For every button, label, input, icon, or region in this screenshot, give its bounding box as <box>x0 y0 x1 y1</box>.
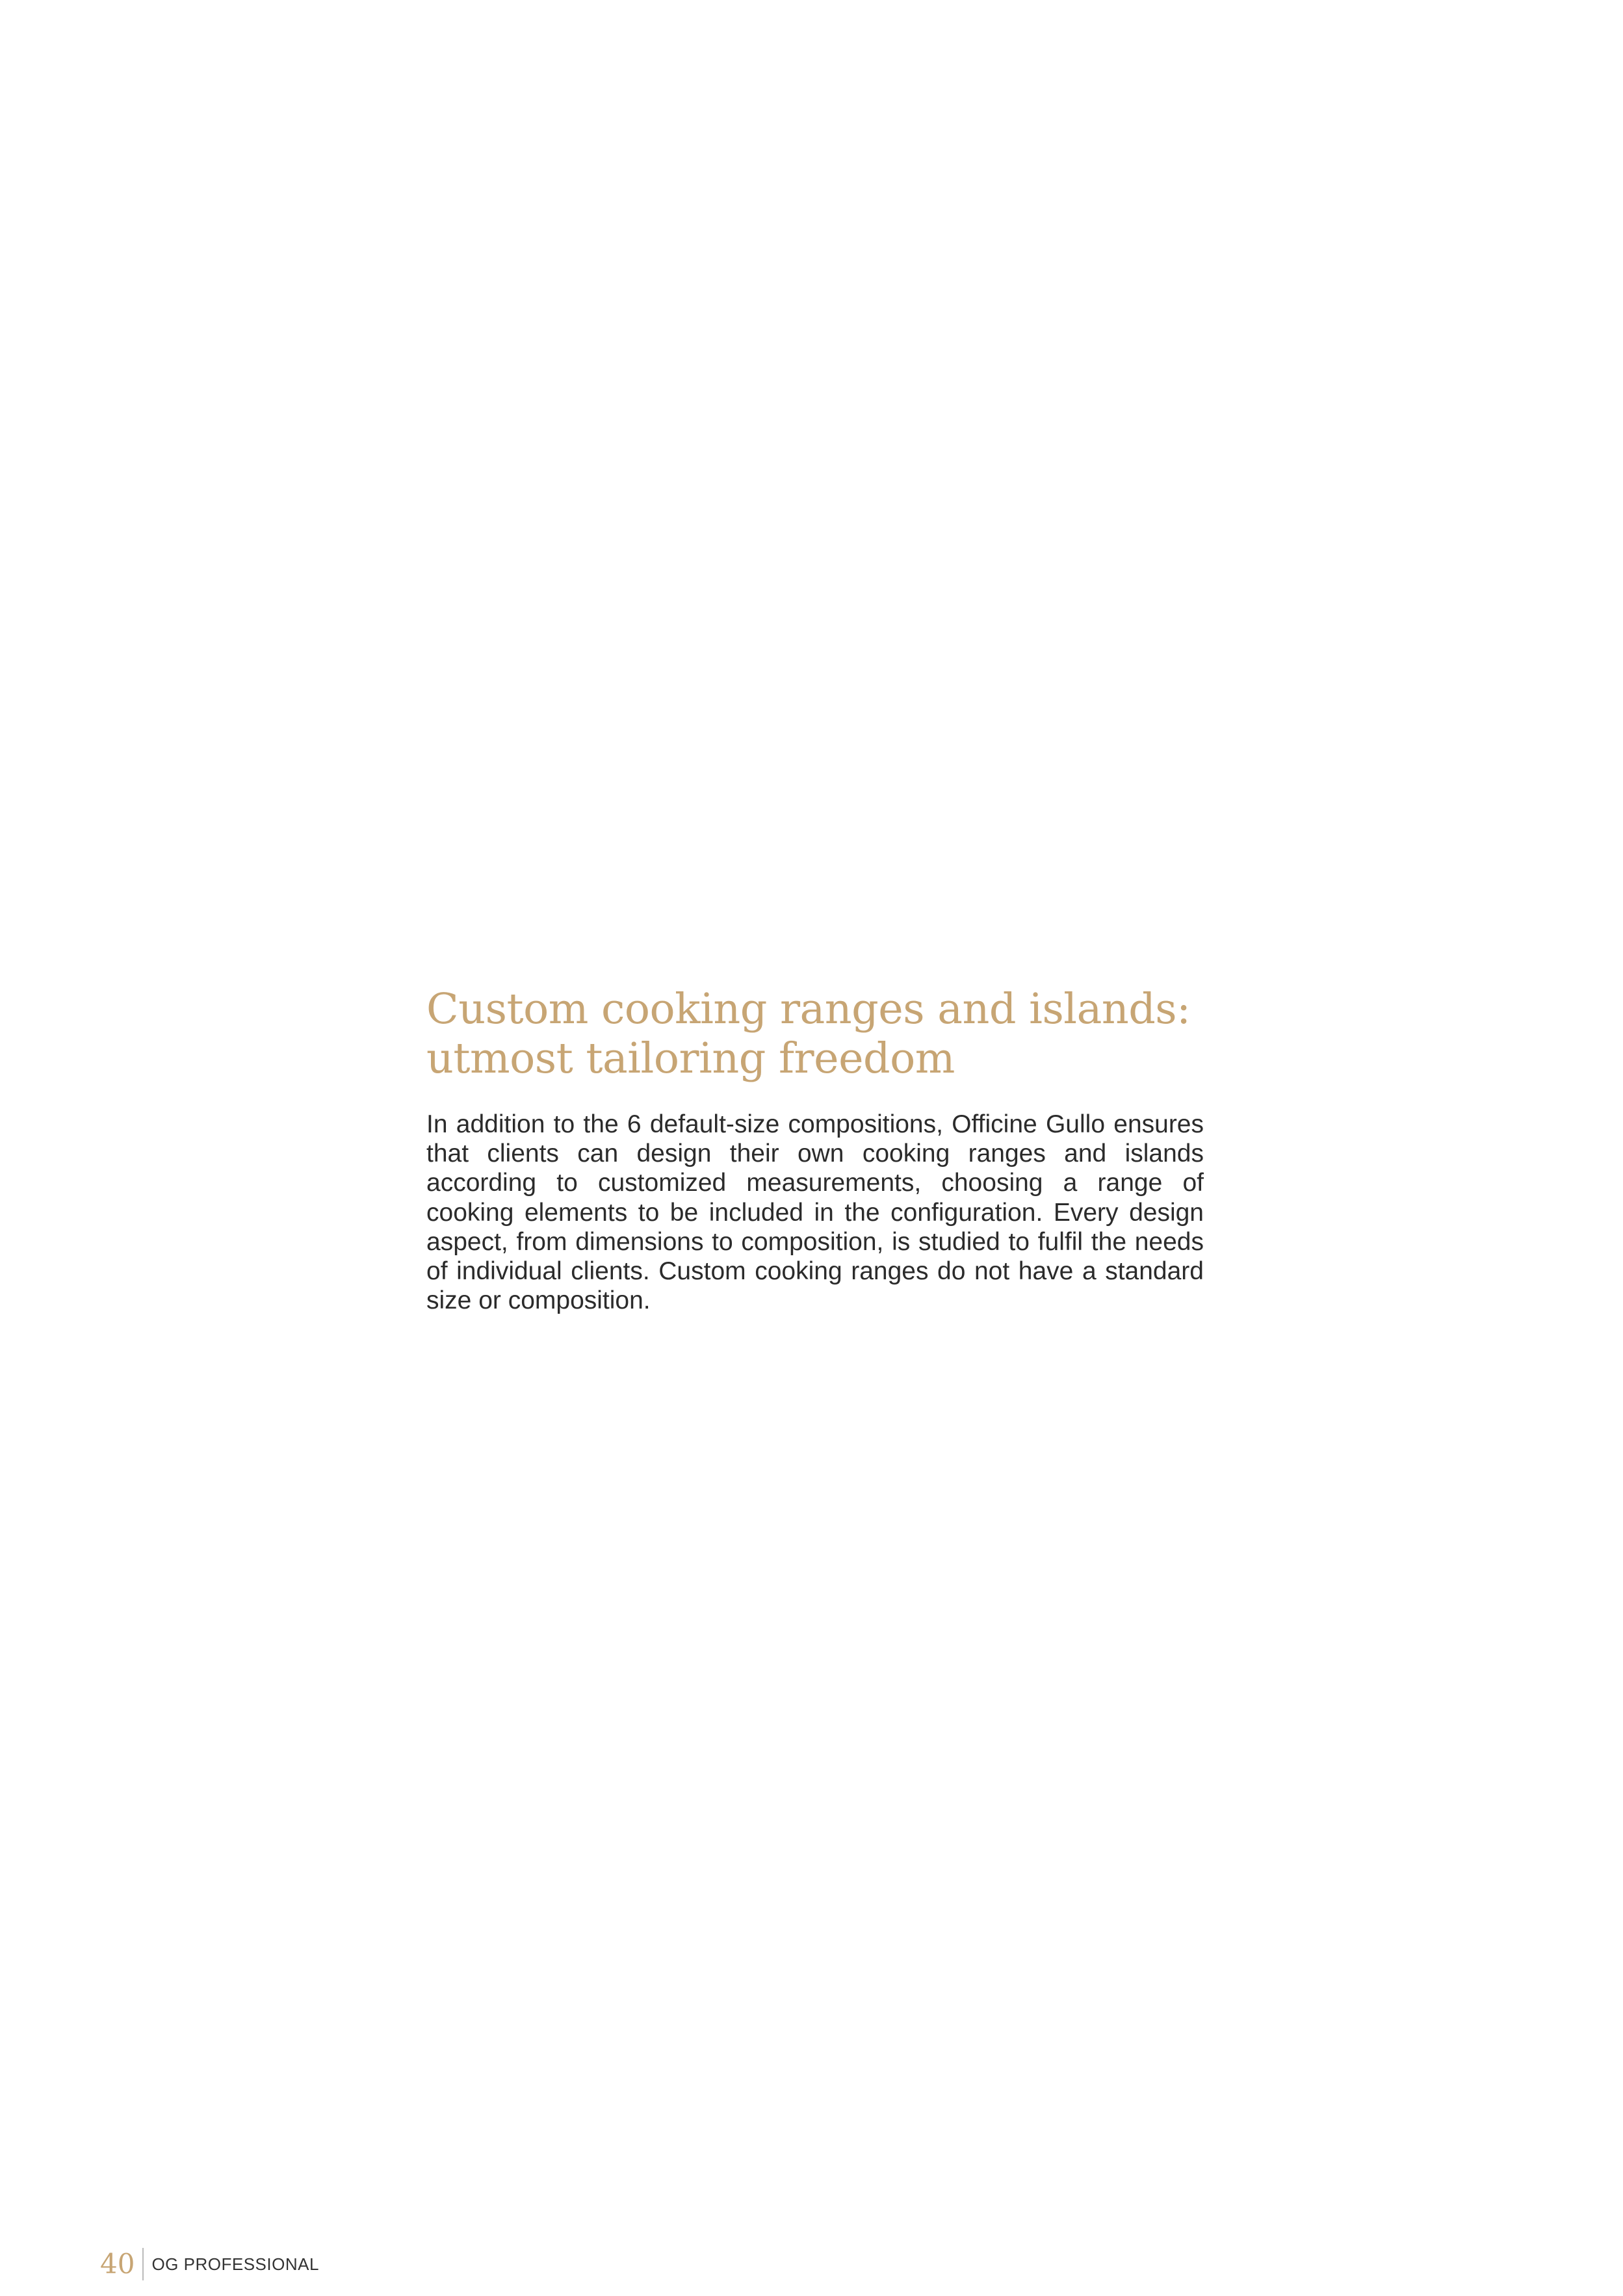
page-footer <box>100 2244 319 2284</box>
body-paragraph: In addition to the 6 default-size compositions, Officine Gullo ensures that clients can design their own cooking ranges and islands according to customized measurements, choosing a range of cooking elements to be included in the configuration. Every design aspect, from dimensions to composition, is studied to fulfil the needs of individual clients. Custom cooking ranges do not have a standard size or composition. <box>426 1110 1204 1315</box>
page-title-line-2: utmost tailoring freedom <box>426 1034 955 1083</box>
page-title <box>426 985 1204 1084</box>
main-content <box>426 985 1204 1315</box>
page-number: 40 <box>100 2248 135 2280</box>
page-title-line-1: Custom cooking ranges and islands: <box>426 985 1191 1034</box>
footer-divider <box>142 2248 144 2280</box>
footer-section-label: OG PROFESSIONAL <box>151 2254 319 2274</box>
